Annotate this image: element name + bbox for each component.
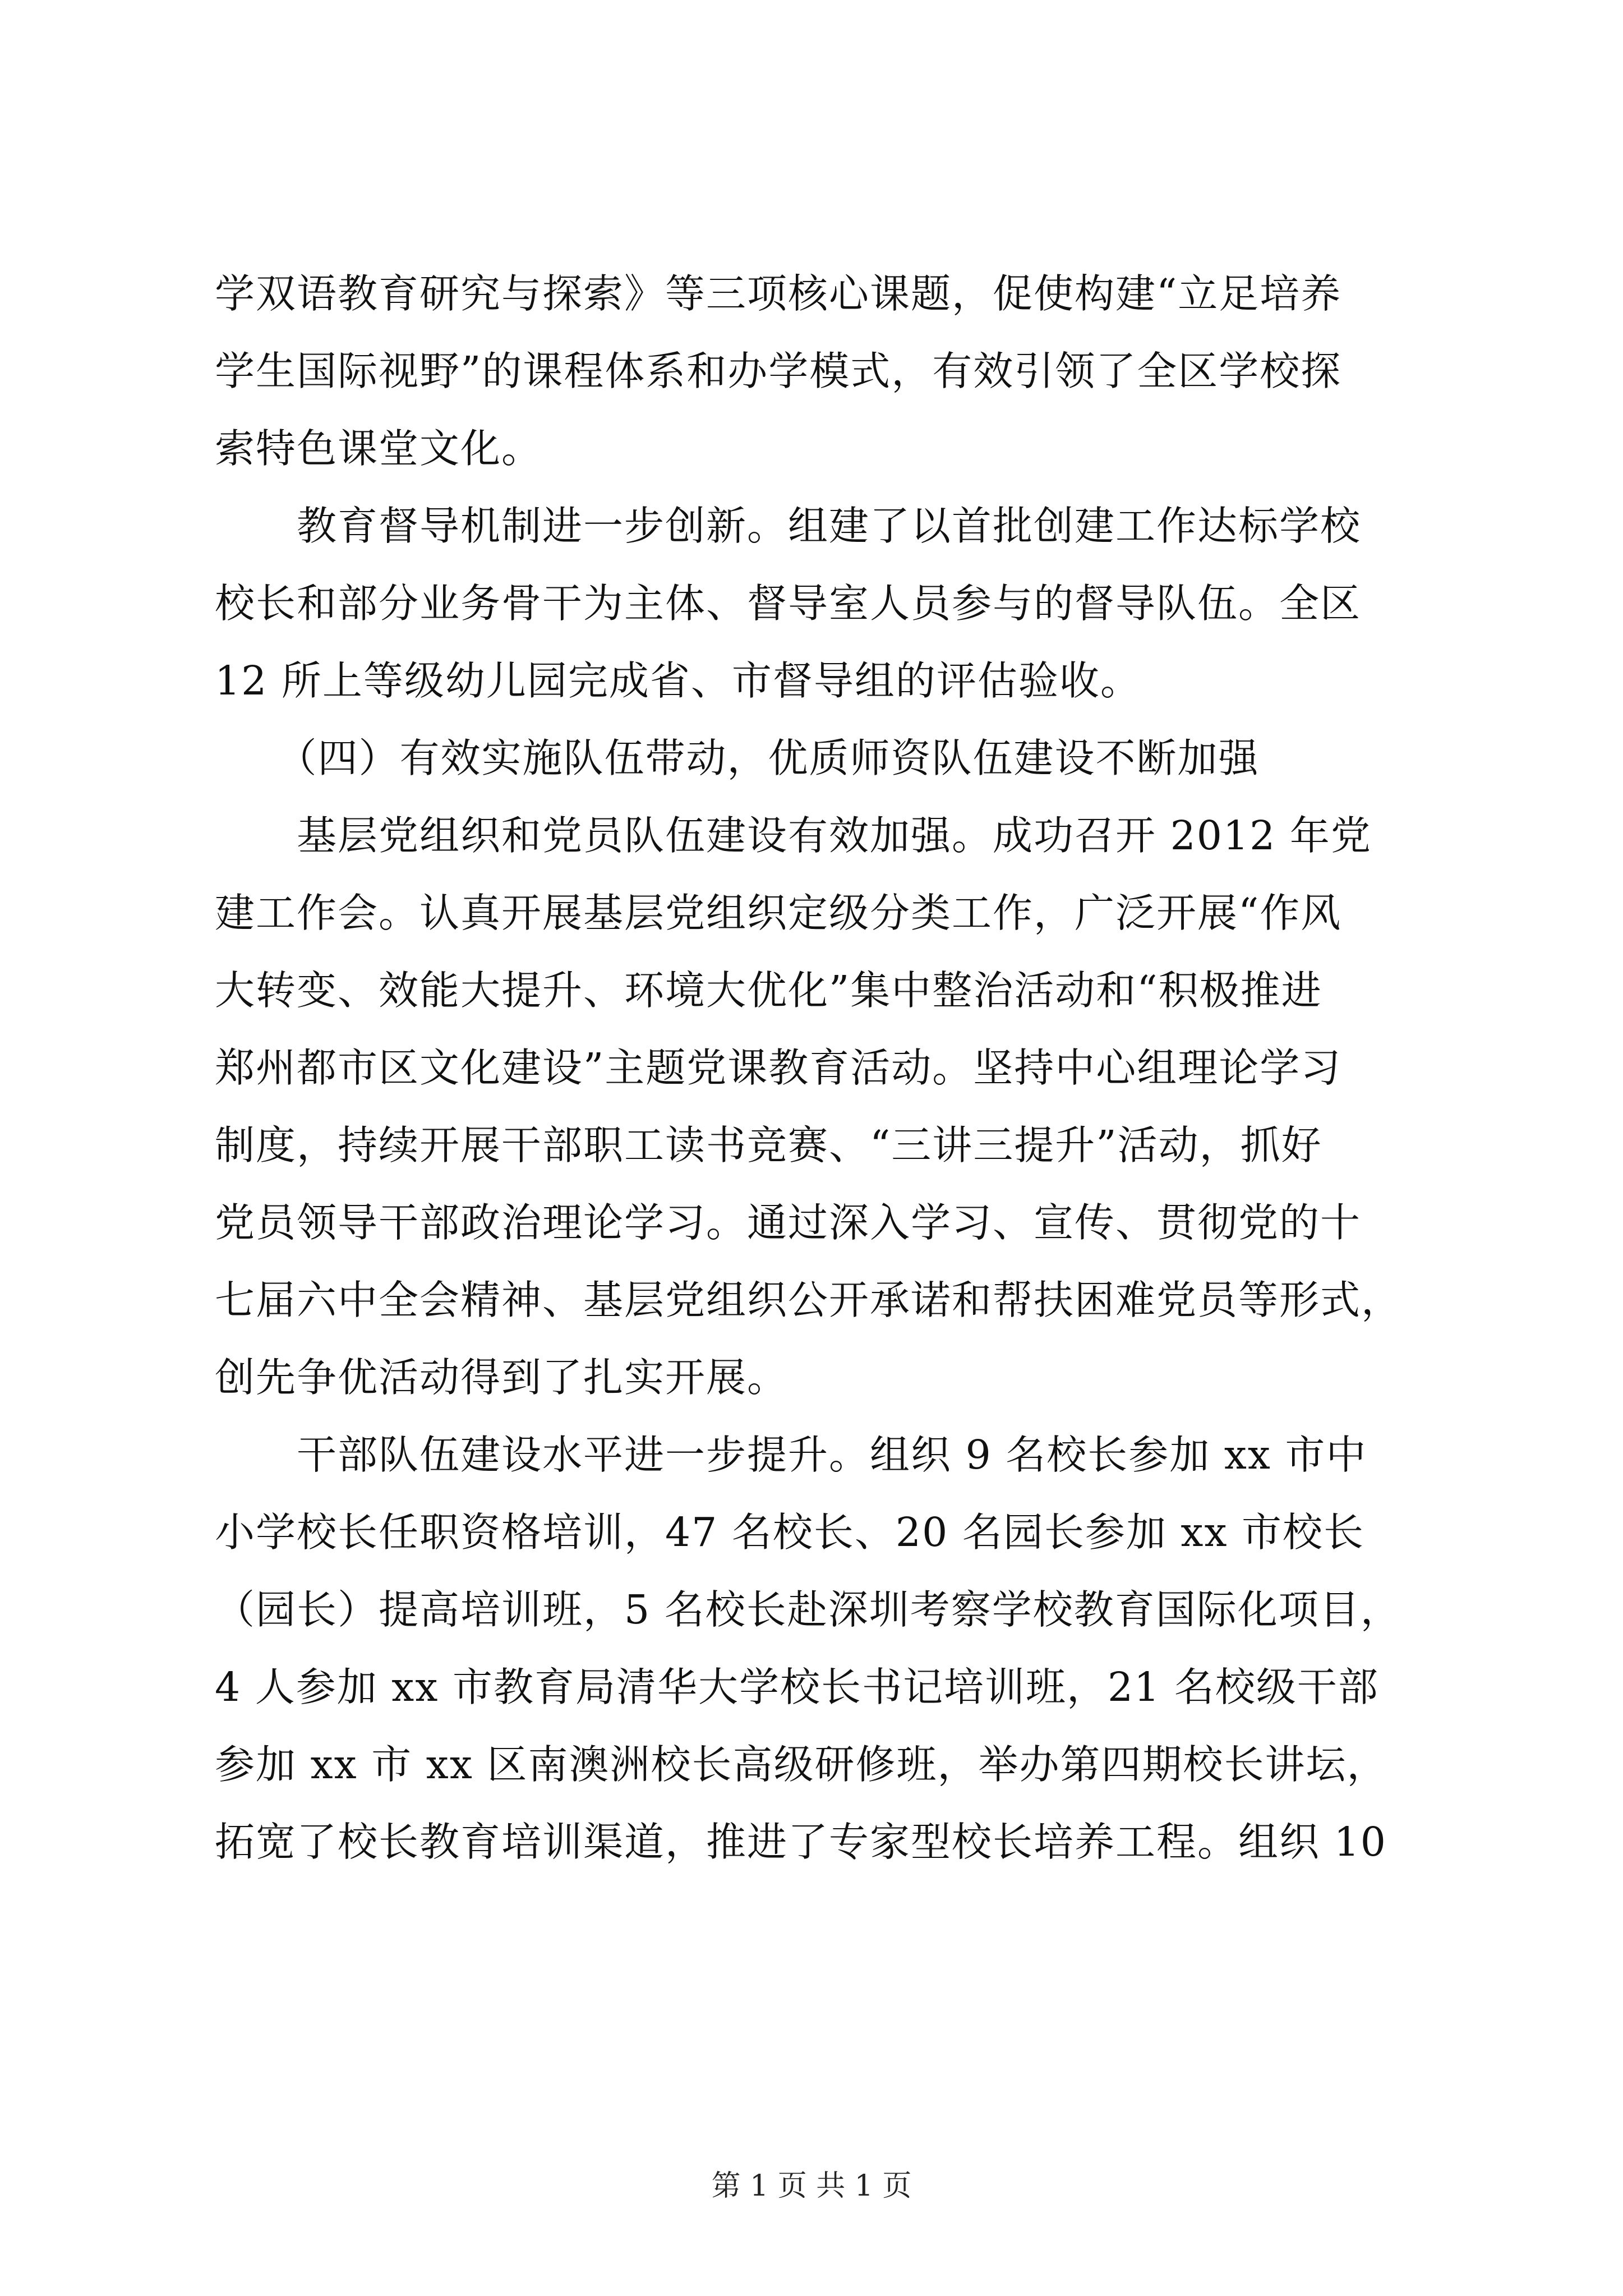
text-line-13: 党员领导干部政治理论学习。通过深入学习、宣传、贯彻党的十 bbox=[215, 1199, 1362, 1246]
text-line-19: 4 人参加 xx 市教育局清华大学校长书记培训班，21 名校级干部 bbox=[215, 1664, 1379, 1710]
text-line-3: 索特色课堂文化。 bbox=[215, 425, 543, 472]
text-line-18: （园长）提高培训班，5 名校长赴深圳考察学校教育国际化项目， bbox=[215, 1586, 1401, 1633]
text-line-15: 创先争优活动得到了扎实开展。 bbox=[215, 1354, 789, 1401]
section-heading: （四）有效实施队伍带动，优质师资队伍建设不断加强 bbox=[215, 735, 1260, 781]
text-line-11: 郑州都市区文化建设”主题党课教育活动。坚持中心组理论学习 bbox=[215, 1045, 1342, 1091]
body-text bbox=[215, 255, 1414, 1881]
page-number-label: 第 1 页 共 1 页 bbox=[711, 2169, 912, 2203]
text-line-14: 七届六中全会精神、基层党组织公开承诺和帮扶困难党员等形式， bbox=[215, 1277, 1403, 1323]
text-line-8: 基层党组织和党员队伍建设有效加强。成功召开 2012 年党 bbox=[215, 812, 1372, 859]
text-line-21: 拓宽了校长教育培训渠道，推进了专家型校长培养工程。组织 10 bbox=[215, 1819, 1387, 1865]
text-line-12: 制度，持续开展干部职工读书竞赛、“三讲三提升”活动，抓好 bbox=[215, 1122, 1322, 1168]
text-line-16: 干部队伍建设水平进一步提升。组织 9 名校长参加 xx 市中 bbox=[215, 1432, 1367, 1478]
text-line-4: 教育督导机制进一步创新。组建了以首批创建工作达标学校 bbox=[215, 503, 1362, 549]
text-line-1: 学双语教育研究与探索》等三项核心课题，促使构建“立足培养 bbox=[215, 270, 1342, 317]
text-line-2: 学生国际视野”的课程体系和办学模式，有效引领了全区学校探 bbox=[215, 348, 1342, 394]
text-line-6: 12 所上等级幼儿园完成省、市督导组的评估验收。 bbox=[215, 657, 1141, 704]
text-line-20: 参加 xx 市 xx 区南澳洲校长高级研修班，举办第四期校长讲坛， bbox=[215, 1741, 1388, 1788]
text-line-5: 校长和部分业务骨干为主体、督导室人员参与的督导队伍。全区 bbox=[215, 580, 1362, 627]
text-line-17: 小学校长任职资格培训，47 名校长、20 名园长参加 xx 市校长 bbox=[215, 1509, 1365, 1556]
text-line-9: 建工作会。认真开展基层党组织定级分类工作，广泛开展“作风 bbox=[215, 890, 1342, 936]
page-footer bbox=[0, 2168, 1623, 2204]
text-line-10: 大转变、效能大提升、环境大优化”集中整治活动和“积极推进 bbox=[215, 967, 1322, 1014]
